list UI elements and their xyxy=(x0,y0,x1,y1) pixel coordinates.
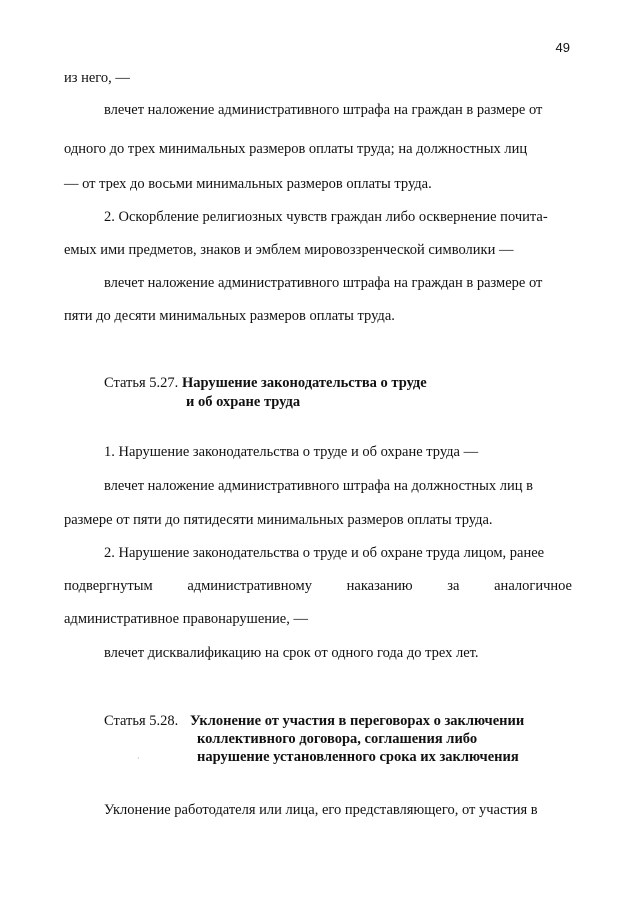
article-number: Статья 5.28. xyxy=(104,713,179,729)
justified-line xyxy=(64,578,572,595)
text-line: 2. Нарушение законодательства о труде и об охране труда лицом, ранее xyxy=(104,545,545,561)
word: наказанию xyxy=(346,578,413,594)
text-line: влечет дисквалификацию на срок от одного года до трех лет. xyxy=(104,645,479,661)
text-line: 2. Оскорбление религиозных чувств граждан либо осквернение почита- xyxy=(104,209,548,225)
article-heading xyxy=(104,375,427,392)
page-number: 49 xyxy=(555,40,570,55)
text-line: из него, — xyxy=(64,70,130,86)
text-line: влечет наложение административного штрафа на граждан в размере от xyxy=(104,275,543,291)
word: за xyxy=(447,578,460,594)
text-line: одного до трех минимальных размеров оплаты труда; на должностных лиц xyxy=(64,141,528,157)
article-number: Статья 5.27. xyxy=(104,375,179,391)
word: подвергнутым xyxy=(64,578,153,594)
text-line: — от трех до восьми минимальных размеров оплаты труда. xyxy=(64,176,432,192)
text-line: влечет наложение административного штрафа на граждан в размере от xyxy=(104,102,543,118)
text-line: влечет наложение административного штрафа на должностных лиц в xyxy=(104,478,533,494)
article-title: Уклонение от участия в переговорах о заключении xyxy=(189,713,525,729)
text-line: размере от пяти до пятидесяти минимальных размеров оплаты труда. xyxy=(64,512,493,528)
article-title-line: и об охране труда xyxy=(186,394,301,410)
article-title: Нарушение законодательства о труде xyxy=(181,375,427,391)
article-title-line: коллективного договора, соглашения либо xyxy=(197,731,478,747)
word: административному xyxy=(187,578,312,594)
scan-speck: · xyxy=(137,754,140,763)
text-line: административное правонарушение, — xyxy=(64,611,308,627)
text-line: Уклонение работодателя или лица, его представляющего, от участия в xyxy=(104,802,538,818)
text-line: пяти до десяти минимальных размеров оплаты труда. xyxy=(64,308,395,324)
article-title-line: нарушение установленного срока их заключения xyxy=(197,749,519,765)
text-line: 1. Нарушение законодательства о труде и об охране труда — xyxy=(104,444,479,460)
article-heading xyxy=(104,713,524,730)
word: аналогичное xyxy=(494,578,572,594)
text-line: емых ими предметов, знаков и эмблем мировоззренческой символики — xyxy=(64,242,514,258)
